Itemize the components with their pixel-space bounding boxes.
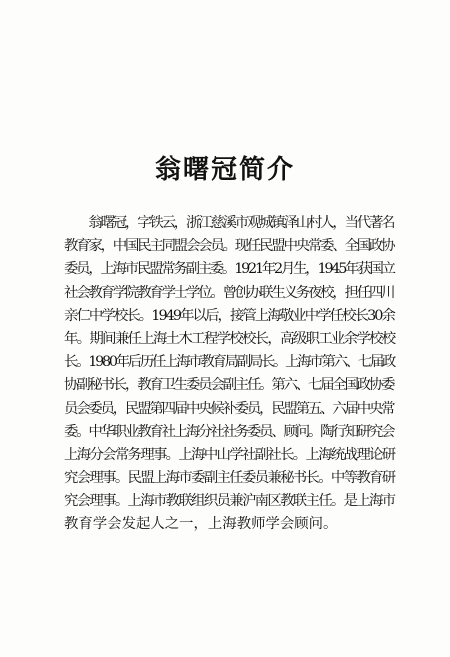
paragraph-line: 教育学会发起人之一，上海教师学会顾问。 [64,516,338,533]
paragraph-line: 委员，上海市民盟常务副主委。1921年2月生，1945年获国立 [64,261,394,278]
paragraph-line: 亲仁中学校长。1949年以后，接管上海敬业中学任校长30余 [64,307,394,324]
biography-paragraph [64,212,396,537]
paragraph-line: 员会委员，民盟第四届中央候补委员，民盟第五、六届中央常 [64,400,394,417]
paragraph-line: 究会理事。民盟上海市委副主任委员兼秘书长。中等教育研 [64,470,395,487]
paragraph-line: 委。中华职业教育社上海分社社务委员、顾问。陶行知研究会 [64,423,394,440]
paragraph-line: 年。期间兼任上海土木工程学校校长，高级职工业余学校校 [64,330,395,347]
paragraph-line: 翁曙冠，字铁云，浙江慈溪市观城镇泽山村人，当代著名 [64,215,394,231]
paragraph-line: 长。1980年后历任上海市教育局副局长。上海市第六、七届政 [64,354,395,371]
paragraph-line: 教育家，中国民主同盟会会员。现任民盟中央常委、全国政协 [64,238,394,255]
paragraph-line: 究会理事。上海市教联组织员兼沪南区教联主任。是上海市 [64,493,395,510]
page-title: 翁曙冠简介 [154,155,295,185]
paragraph-line: 协副秘书长，教育卫生委员会副主任。第六、七届全国政协委 [64,377,394,394]
paragraph-line: 社会教育学院教育学士学位。曾创办联生义务夜校，担任四川 [64,284,394,301]
paragraph-line: 上海分会常务理事。上海中山学社副社长。上海统战理论研 [64,446,395,463]
